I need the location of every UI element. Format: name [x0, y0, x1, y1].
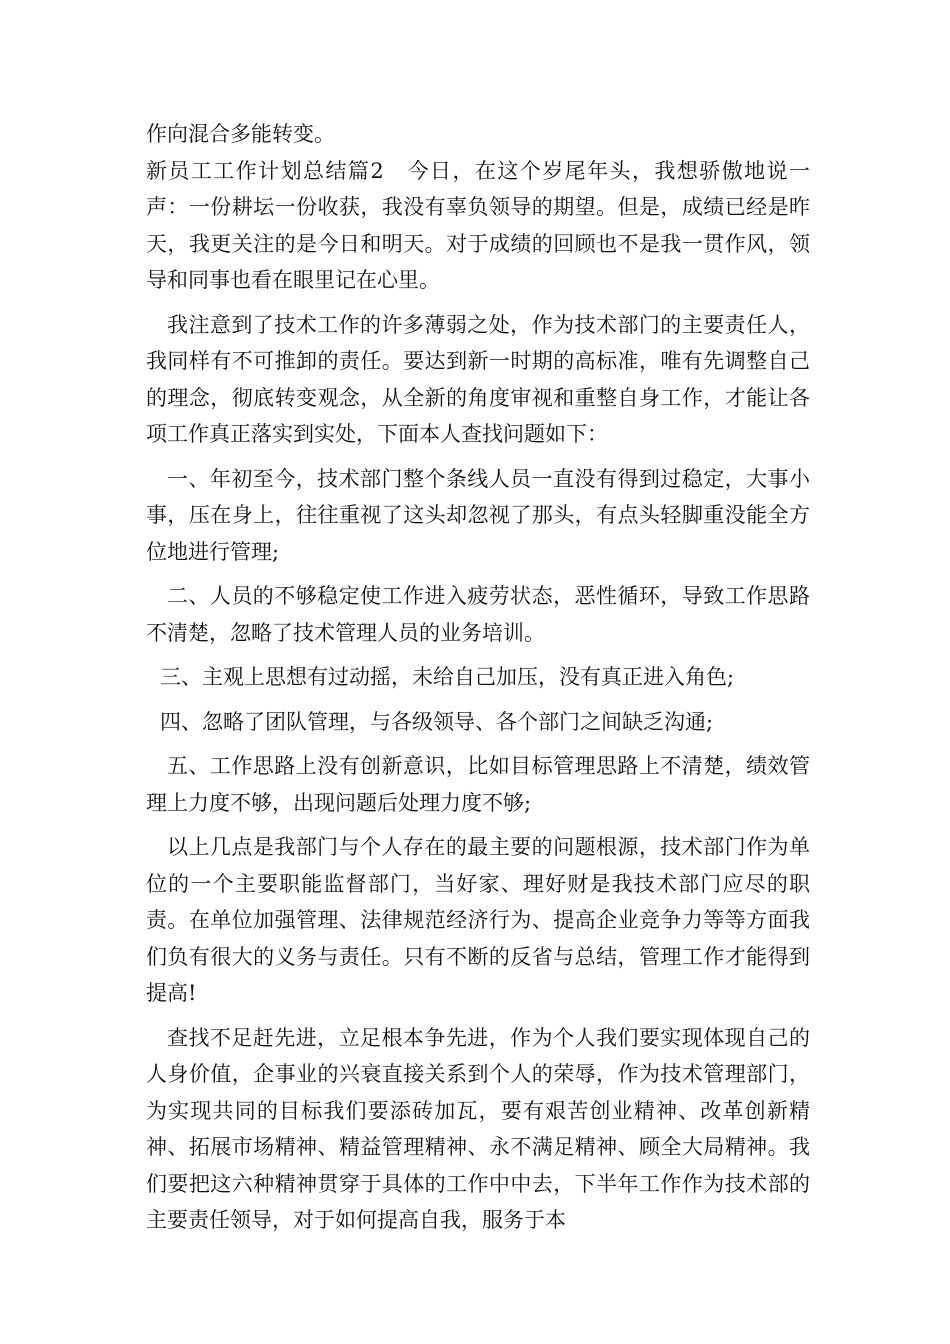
paragraph-list-item: 二、人员的不够稳定使工作进入疲劳状态，恶性循环，导致工作思路不清楚，忽略了技术管理人员的业务培训。 — [146, 584, 810, 645]
paragraph-list-item: 一、年初至今，技术部门整个条线人员一直没有得到过稳定，大事小事，压在身上，往往重视了这头却忽视了那头，有点头轻脚重没能全方位地进行管理; — [146, 466, 810, 564]
paragraph-list-item: 五、工作思路上没有创新意识，比如目标管理思路上不清楚，绩效管理上力度不够，出现问题后处理力度不够; — [146, 754, 810, 815]
document-body — [146, 116, 810, 1239]
paragraph-list-item: 四、忽略了团队管理，与各级领导、各个部门之间缺乏沟通; — [160, 709, 714, 734]
paragraph-section-title: 新员工工作计划总结篇2 今日，在这个岁尾年头，我想骄傲地说一声：一份耕坛一份收获，我没有辜负领导的期望。但是，成绩已经是昨天，我更关注的是今日和明天。对于成绩的回顾也不是我一贯作风，领导和同事也看在眼里记在心里。 — [146, 158, 810, 292]
paragraph-body: 查找不足赶先进，立足根本争先进，作为个人我们要实现体现自己的人身价值，企事业的兴衰直接关系到个人的荣辱，作为技术管理部门，为实现共同的目标我们要添砖加瓦，要有艰苦创业精神、改革创新精神、拓展市场精神、精益管理精神、永不满足精神、顾全大局精神。我们要把这六种精神贯穿于具体的工作中中去，下半年工作作为技术部的主要责任领导，对于如何提高自我，服务于本 — [146, 1025, 810, 1232]
paragraph-continuation: 作向混合多能转变。 — [146, 122, 335, 146]
paragraph-list-item: 三、主观上思想有过动摇，未给自己加压，没有真正进入角色; — [160, 665, 735, 689]
paragraph-body: 我注意到了技术工作的许多薄弱之处，作为技术部门的主要责任人，我同样有不可推卸的责任。要达到新一时期的高标准，唯有先调整自己的理念，彻底转变观念，从全新的角度审视和重整自身工作，才能让各项工作真正落实到实处，下面本人查找问题如下： — [146, 312, 810, 446]
paragraph-body: 以上几点是我部门与个人存在的最主要的问题根源，技术部门作为单位的一个主要职能监督部门，当好家、理好财是我技术部门应尽的职责。在单位加强管理、法律规范经济行为、提高企业竞争力等等方面我们负有很大的义务与责任。只有不断的反省与总结，管理工作才能得到提高! — [146, 835, 810, 1005]
